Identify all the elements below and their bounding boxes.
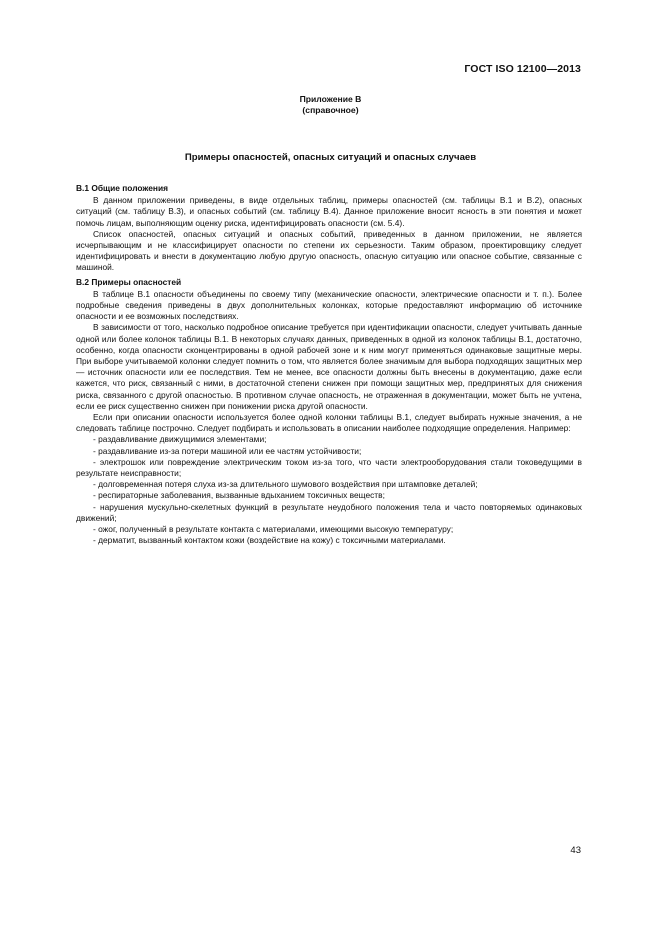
page-title: Примеры опасностей, опасных ситуаций и опасных случаев	[184, 152, 477, 163]
document-body	[76, 183, 582, 547]
examples-list	[76, 434, 582, 546]
page-number: 43	[570, 845, 581, 856]
list-item: - нарушения мускульно-скелетных функций в результате неудобного положения тела и часто повторяемых одинаковых движений;	[76, 501, 582, 523]
list-item: - раздавливание из-за потери машиной или ее частям устойчивости;	[93, 445, 362, 456]
section-heading: В.1 Общие положения	[76, 183, 169, 193]
list-item: - ожог, полученный в результате контакта с материалами, имеющими высокую температуру;	[93, 524, 454, 535]
list-item: - долговременная потеря слуха из-за длительного шумового воздействия при штамповке деталей;	[93, 479, 478, 490]
section-heading: В.2 Примеры опасностей	[76, 276, 182, 287]
appendix-heading	[0, 94, 661, 116]
appendix-title: Приложение В	[299, 94, 362, 104]
list-item: - дерматит, вызванный контактом кожи (воздействие на кожу) с токсичными материалами.	[93, 535, 446, 546]
list-item: - респираторные заболевания, вызванные вдыханием токсичных веществ;	[93, 490, 385, 501]
list-item: - раздавливание движущимися элементами;	[93, 434, 267, 445]
paragraph: Список опасностей, опасных ситуаций и опасных событий, приведенных в данном приложении, не является исчерпывающим и не классифицирует опасности по степени их серьезности. Таким образом, проектировщику следует идентифицировать и внести в документацию любую другую опасность, опасную ситуацию или опасное событие, связанные с машиной.	[76, 228, 582, 273]
appendix-subtitle: (справочное)	[302, 105, 359, 115]
document-code: ГОСТ ISO 12100—2013	[464, 63, 581, 75]
paragraph: В данном приложении приведены, в виде отдельных таблиц, примеры опасностей (см. таблицы В.1 и В.2), опасных ситуаций (см. таблицу В.3), и опасных событий (см. таблицу В.4). Данное приложение вносит ясность в эти понятия и может помочь лицам, выполняющим оценку риска, идентифицировать опасности (см. 5.4).	[76, 195, 582, 228]
list-item: - электрошок или повреждение электрическим током из-за того, что части электрооборудования стали токоведущими в результате неисправности;	[76, 456, 582, 479]
paragraph: В таблице В.1 опасности объединены по своему типу (механические опасности, электрические опасности и т. п.). Более подробные сведения приведены в двух дополнительных колонках, которые предоставляют информацию об источнике опасности и ее возможных последствиях.	[76, 288, 582, 322]
paragraph: В зависимости от того, насколько подробное описание требуется при идентификации опасности, следует учитывать данные одной или более колонок таблицы В.1. В некоторых случаях данных, приведенных в одной из колонок таблицы В.1, достаточно, особенно, когда опасности сконцентрированы в одной рабочей зоне и к ним могут применяться одинаковые защитные меры. При выборе учитываемой колонки следует помнить о том, что является более значимым для выбора подходящих защитных мер — источник опасности или ее последствия. Тем не менее, все опасности должны быть внесены в документацию, даже если кажется, что риск, связанный с ними, в достаточной степени снижен при помощи защитных мер, предпринятых для снижения риска, связанного с другой опасностью. В противном случае опасность, не отраженная в документации, может быть не учтена, если ее риск существенно снижен при понижении риска другой опасности.	[76, 322, 582, 411]
paragraph: Если при описании опасности используется более одной колонки таблицы В.1, следует выбирать нужные значения, а не следовать таблице построчно. Следует подбирать и использовать в описании наиболее подходящие определения. Например:	[76, 412, 582, 434]
